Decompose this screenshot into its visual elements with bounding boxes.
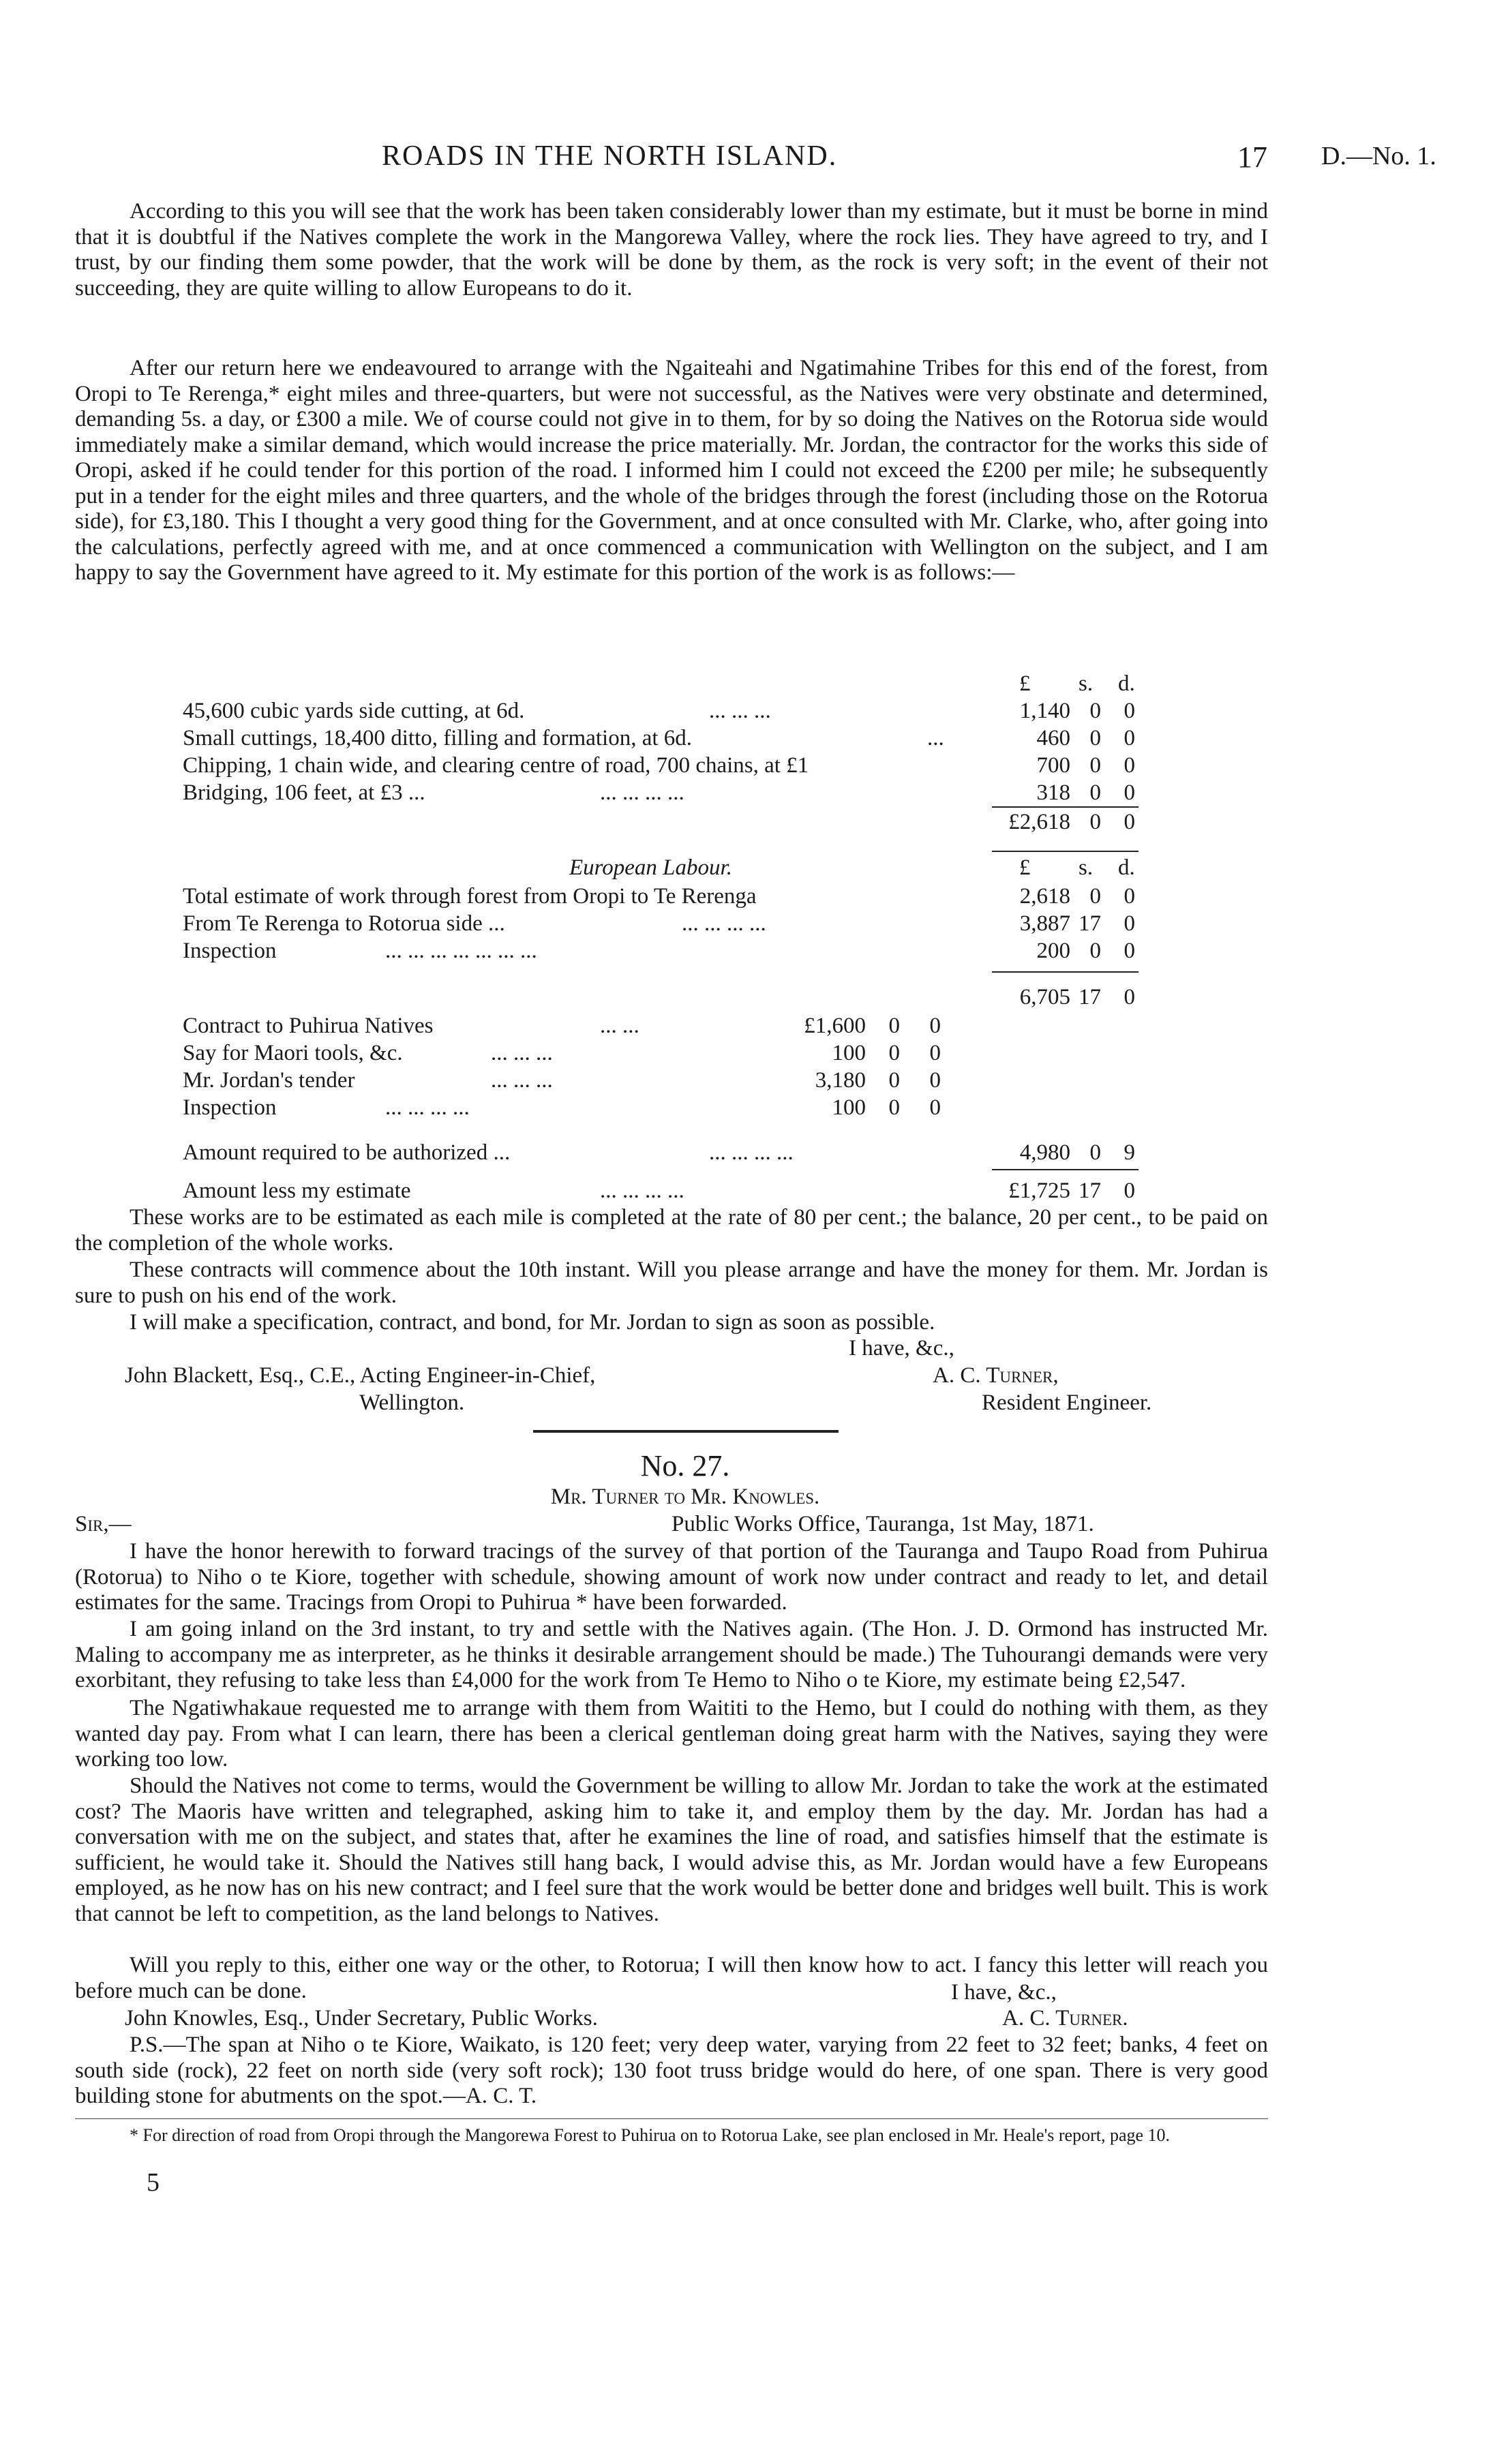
paragraph-specification: I will make a specification, contract, and bond, for Mr. Jordan to sign as soon as possible. [130,1310,935,1335]
estimate-col-headers: £ s. d. [1019,671,1135,696]
authorized-row: Amount required to be authorized ... ... ... ... ... 4,980 0 9 [183,1140,1135,1165]
european-heading-row: European Labour. £ s. d. [569,855,1135,880]
letter-from-to: Mr. Turner to Mr. Knowles. [550,1485,820,1509]
table-row: Inspection ... ... ... ... 100 0 0 [183,1095,941,1120]
sum-rule [992,851,1138,852]
paragraph-ngatiwhakaue: The Ngatiwhakaue requested me to arrange with them from Waititi to the Hemo, but I could do nothing with them, as they wanted day pay. From what I can learn, there has been a clerical gentleman doing great harm with the Natives, saying they were working too low. [75,1696,1268,1771]
paragraph-reply-request: Will you reply to this, either one way or the other, to Rotorua; I will then know how to act. I fancy this letter will reach you before much can be done. [75,1953,1268,2003]
table-row: 45,600 cubic yards side cutting, at 6d. ... ... ... 1,140 0 0 [183,699,1135,723]
section-divider [533,1430,839,1433]
signature-mark: 5 [147,2168,160,2197]
estimate-total-row: £2,618 0 0 [1008,810,1135,834]
footnote-rule [75,2118,1268,2119]
postscript: P.S.—The span at Niho o te Kiore, Waikato, is 120 feet; very deep water, varying from 22 feet to 32 feet; banks, 4 feet on south side (rock), 22 feet on north side (very soft rock); 130 foot truss bridge would do here, of one span. There is very good building stone for abutments on the spot.—A. C. T. [75,2033,1268,2108]
table-row: Bridging, 106 feet, at £3 ... ... ... ... ... 318 0 0 [183,780,1135,805]
section-heading: European Labour. [569,855,732,880]
table-row: Say for Maori tools, &c. ... ... ... 100 0 0 [183,1041,941,1065]
running-header [0,140,1508,181]
table-row: Inspection ... ... ... ... ... ... ... 200 0 0 [183,939,1135,963]
header-title: ROADS IN THE NORTH ISLAND. [382,140,838,172]
signer-title: Resident Engineer. [982,1390,1152,1415]
addressee-line-1: John Blackett, Esq., C.E., Acting Engineer-in-Chief, [125,1363,596,1388]
letter-number: No. 27. [640,1449,730,1482]
european-total-row: 6,705 17 0 [1019,985,1135,1009]
table-row: Contract to Puhirua Natives ... ... £1,600 0 0 [183,1014,941,1038]
closing-i-have: I have, &c., [849,1336,954,1360]
sum-rule [992,1169,1138,1170]
sum-rule [992,971,1138,973]
salutation: Sir,— [75,1512,132,1536]
table-row: Small cuttings, 18,400 ditto, filling and formation, at 6d. ... 460 0 0 [183,726,1135,750]
paragraph-contracts-commence: These contracts will commence about the 10th instant. Will you please arrange and have the money for them. Mr. Jordan is sure to push on his end of the work. [75,1258,1268,1308]
table-row: Total estimate of work through forest from Oropi to Te Rerenga 2,618 0 0 [183,884,1135,909]
page-number: 17 [1237,140,1267,174]
addressee-line-2: Wellington. [359,1390,465,1415]
address-date: Public Works Office, Tauranga, 1st May, 1871. [672,1512,1094,1536]
signer-name: A. C. Turner, [933,1363,1059,1388]
less-estimate-row: Amount less my estimate ... ... ... ... £1,725 17 0 [183,1178,1135,1203]
signer-name-2: A. C. Turner. [1002,2006,1128,2030]
paragraph-payment-terms: These works are to be estimated as each mile is completed at the rate of 80 per cent.; the balance, 20 per cent., to be paid on the completion of the whole works. [75,1205,1268,1256]
paragraph-should-natives: Should the Natives not come to terms, would the Government be willing to allow Mr. Jordan to take the work at the estimated cost? The Maoris have written and telegraphed, asking him to take it, and employ them by the day. Mr. Jordan has had a conversation with me on the subject, and states that, after he examines the line of road, and satisfies himself that the estimate is sufficient, he would take it. Should the Natives still hang back, I would advise this, as Mr. Jordan would have a few Europeans employed, as he now has on his new contract; and I feel sure that the work would be better done and bridges well built. This is work that cannot be left to competition, as the land belongs to Natives. [75,1774,1268,1926]
addressee-knowles: John Knowles, Esq., Under Secretary, Public Works. [125,2006,598,2030]
footnote: * For direction of road from Oropi through the Mangorewa Forest to Puhirua on to Rotorua Lake, see plan enclosed in Mr. Heale's report, page 10. [130,2125,1171,2145]
table-row: From Te Rerenga to Rotorua side ... ... ... ... ... 3,887 17 0 [183,911,1135,936]
document-reference: D.—No. 1. [1321,142,1436,170]
table-row: Chipping, 1 chain wide, and clearing centre of road, 700 chains, at £1 700 0 0 [183,753,1135,778]
paragraph-ngaiteahi-negotiation: After our return here we endeavoured to arrange with the Ngaiteahi and Ngatimahine Tribes for this end of the forest, from Oropi to Te Rerenga,* eight miles and three-quarters, but were not successful, as the Natives were very obstinate and determined, demanding 5s. a day, or £300 a mile. We of course could not give in to them, for by so doing the Natives on the Rotorua side would immediately make a similar demand, which would increase the price materially. Mr. Jordan, the contractor for the works this side of Oropi, asked if he could tender for this portion of the road. I informed him I could not exceed the £200 per mile; he subsequently put in a tender for the eight miles and three quarters, and the whole of the bridges through the forest (including those on the Rotorua side), for £3,180. This I thought a very good thing for the Government, and at once consulted with Mr. Clarke, who, after going into the calculations, perfectly agreed with me, and at once commenced a communication with Wellington on the subject, and I am happy to say the Government have agreed to it. My estimate for this portion of the work is as follows:— [75,356,1268,585]
paragraph-going-inland: I am going inland on the 3rd instant, to try and settle with the Natives again. (The Hon. J. D. Ormond has instructed Mr. Maling to accompany me as interpreter, as he thinks it desirable arrangement should be made.) The Tuhourangi demands were very exorbitant, they refusing to take less than £4,000 for the work from Te Hemo to Niho o te Kiore, my estimate being £2,547. [75,1617,1268,1692]
table-row: Mr. Jordan's tender ... ... ... 3,180 0 0 [183,1068,941,1093]
sum-rule [992,806,1138,808]
closing-i-have-2: I have, &c., [951,1980,1057,2005]
paragraph-estimate-note: According to this you will see that the work has been taken considerably lower than my estimate, but it must be borne in mind that it is doubtful if the Natives complete the work in the Mangorewa Valley, where the rock lies. They have agreed to try, and I trust, by our finding them some powder, that the work will be done by them, as the rock is very soft; in the event of their not succeeding, they are quite willing to allow Europeans to do it. [75,199,1268,301]
paragraph-tracings: I have the honor herewith to forward tracings of the survey of that portion of the Tauranga and Taupo Road from Puhirua (Rotorua) to Niho o te Kiore, together with schedule, showing amount of work now under contract and ready to let, and detail estimates for the same. Tracings from Oropi to Puhirua * have been forwarded. [75,1539,1268,1615]
